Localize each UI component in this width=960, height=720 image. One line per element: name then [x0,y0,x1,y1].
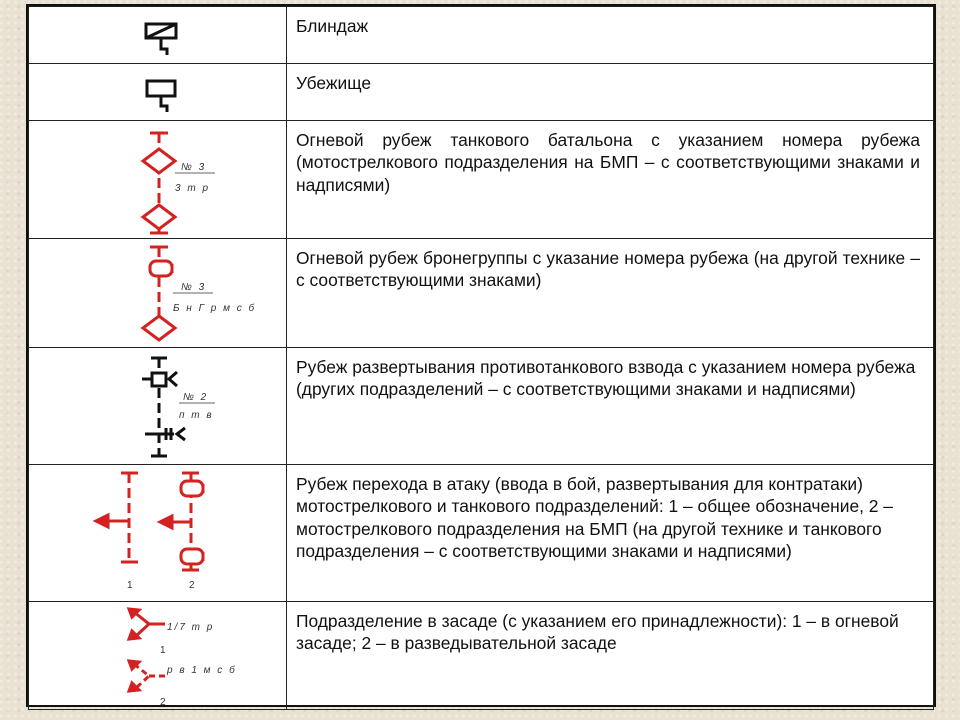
description-attack-transition-line: Рубеж перехода в атаку (ввода в бой, развертывания для контратаки) мотострелкового и танкового подразделений: 1 – общее обозначение, 2 – мотострелкового подразделения на БМП (на другой технике и танкового подразделения – с соответствующими знаками и надписями) [287,465,934,602]
description-tank-battalion-fire-line: Огневой рубеж танкового батальона с указанием номера рубежа (мотострелкового подразделения на БМП – с соответствующими знаками и надписями) [287,121,934,239]
symbol-cell [29,348,287,465]
caption-bottom: п т в [179,410,214,421]
symbol-cell [29,64,287,121]
label-1: 1 [127,580,133,591]
ambush-unit-icon [29,602,286,710]
tank-battalion-fire-line-icon [29,121,286,239]
dugout-icon [29,7,286,64]
symbol-cell [29,465,287,602]
table-row [29,121,934,239]
shelter-icon [29,64,286,121]
description-armored-group-fire-line: Огневой рубеж бронегруппы с указание номера рубежа (на другой технике – с соответствующими знаками) [287,239,934,348]
label-1: 1 [160,645,166,656]
label-2: 2 [160,697,166,708]
attack-transition-line-icon [29,465,286,602]
table-row [29,7,934,64]
caption-bottom: Б н Г р м с б [173,303,257,314]
caption-1: 1/7 т р [167,622,215,633]
label-2: 2 [189,580,195,591]
armored-group-fire-line-icon [29,239,286,348]
table-row [29,64,934,121]
description-antitank-deployment-line: Рубеж развертывания противотанкового взвода с указанием номера рубежа (других подразделений – с соответствующими знаками и надписями) [287,348,934,465]
antitank-deployment-line-icon [29,348,286,465]
symbol-cell [29,602,287,710]
caption-top: № 3 [181,162,207,173]
table-row [29,602,934,710]
description-shelter: Убежище [287,64,934,121]
table-row [29,239,934,348]
caption-top: № 3 [181,282,207,293]
table-row [29,465,934,602]
description-ambush-unit: Подразделение в засаде (с указанием его принадлежности): 1 – в огневой засаде; 2 – в разведывательной засаде [287,602,934,710]
caption-bottom: 3 т р [175,183,211,194]
symbol-cell [29,7,287,64]
symbol-table [28,6,934,710]
caption-top: № 2 [183,392,209,403]
symbol-cell [29,121,287,239]
caption-2: р в 1 м с б [167,665,237,676]
table-row [29,348,934,465]
symbol-table-sheet [26,4,936,707]
symbol-cell [29,239,287,348]
description-dugout: Блиндаж [287,7,934,64]
